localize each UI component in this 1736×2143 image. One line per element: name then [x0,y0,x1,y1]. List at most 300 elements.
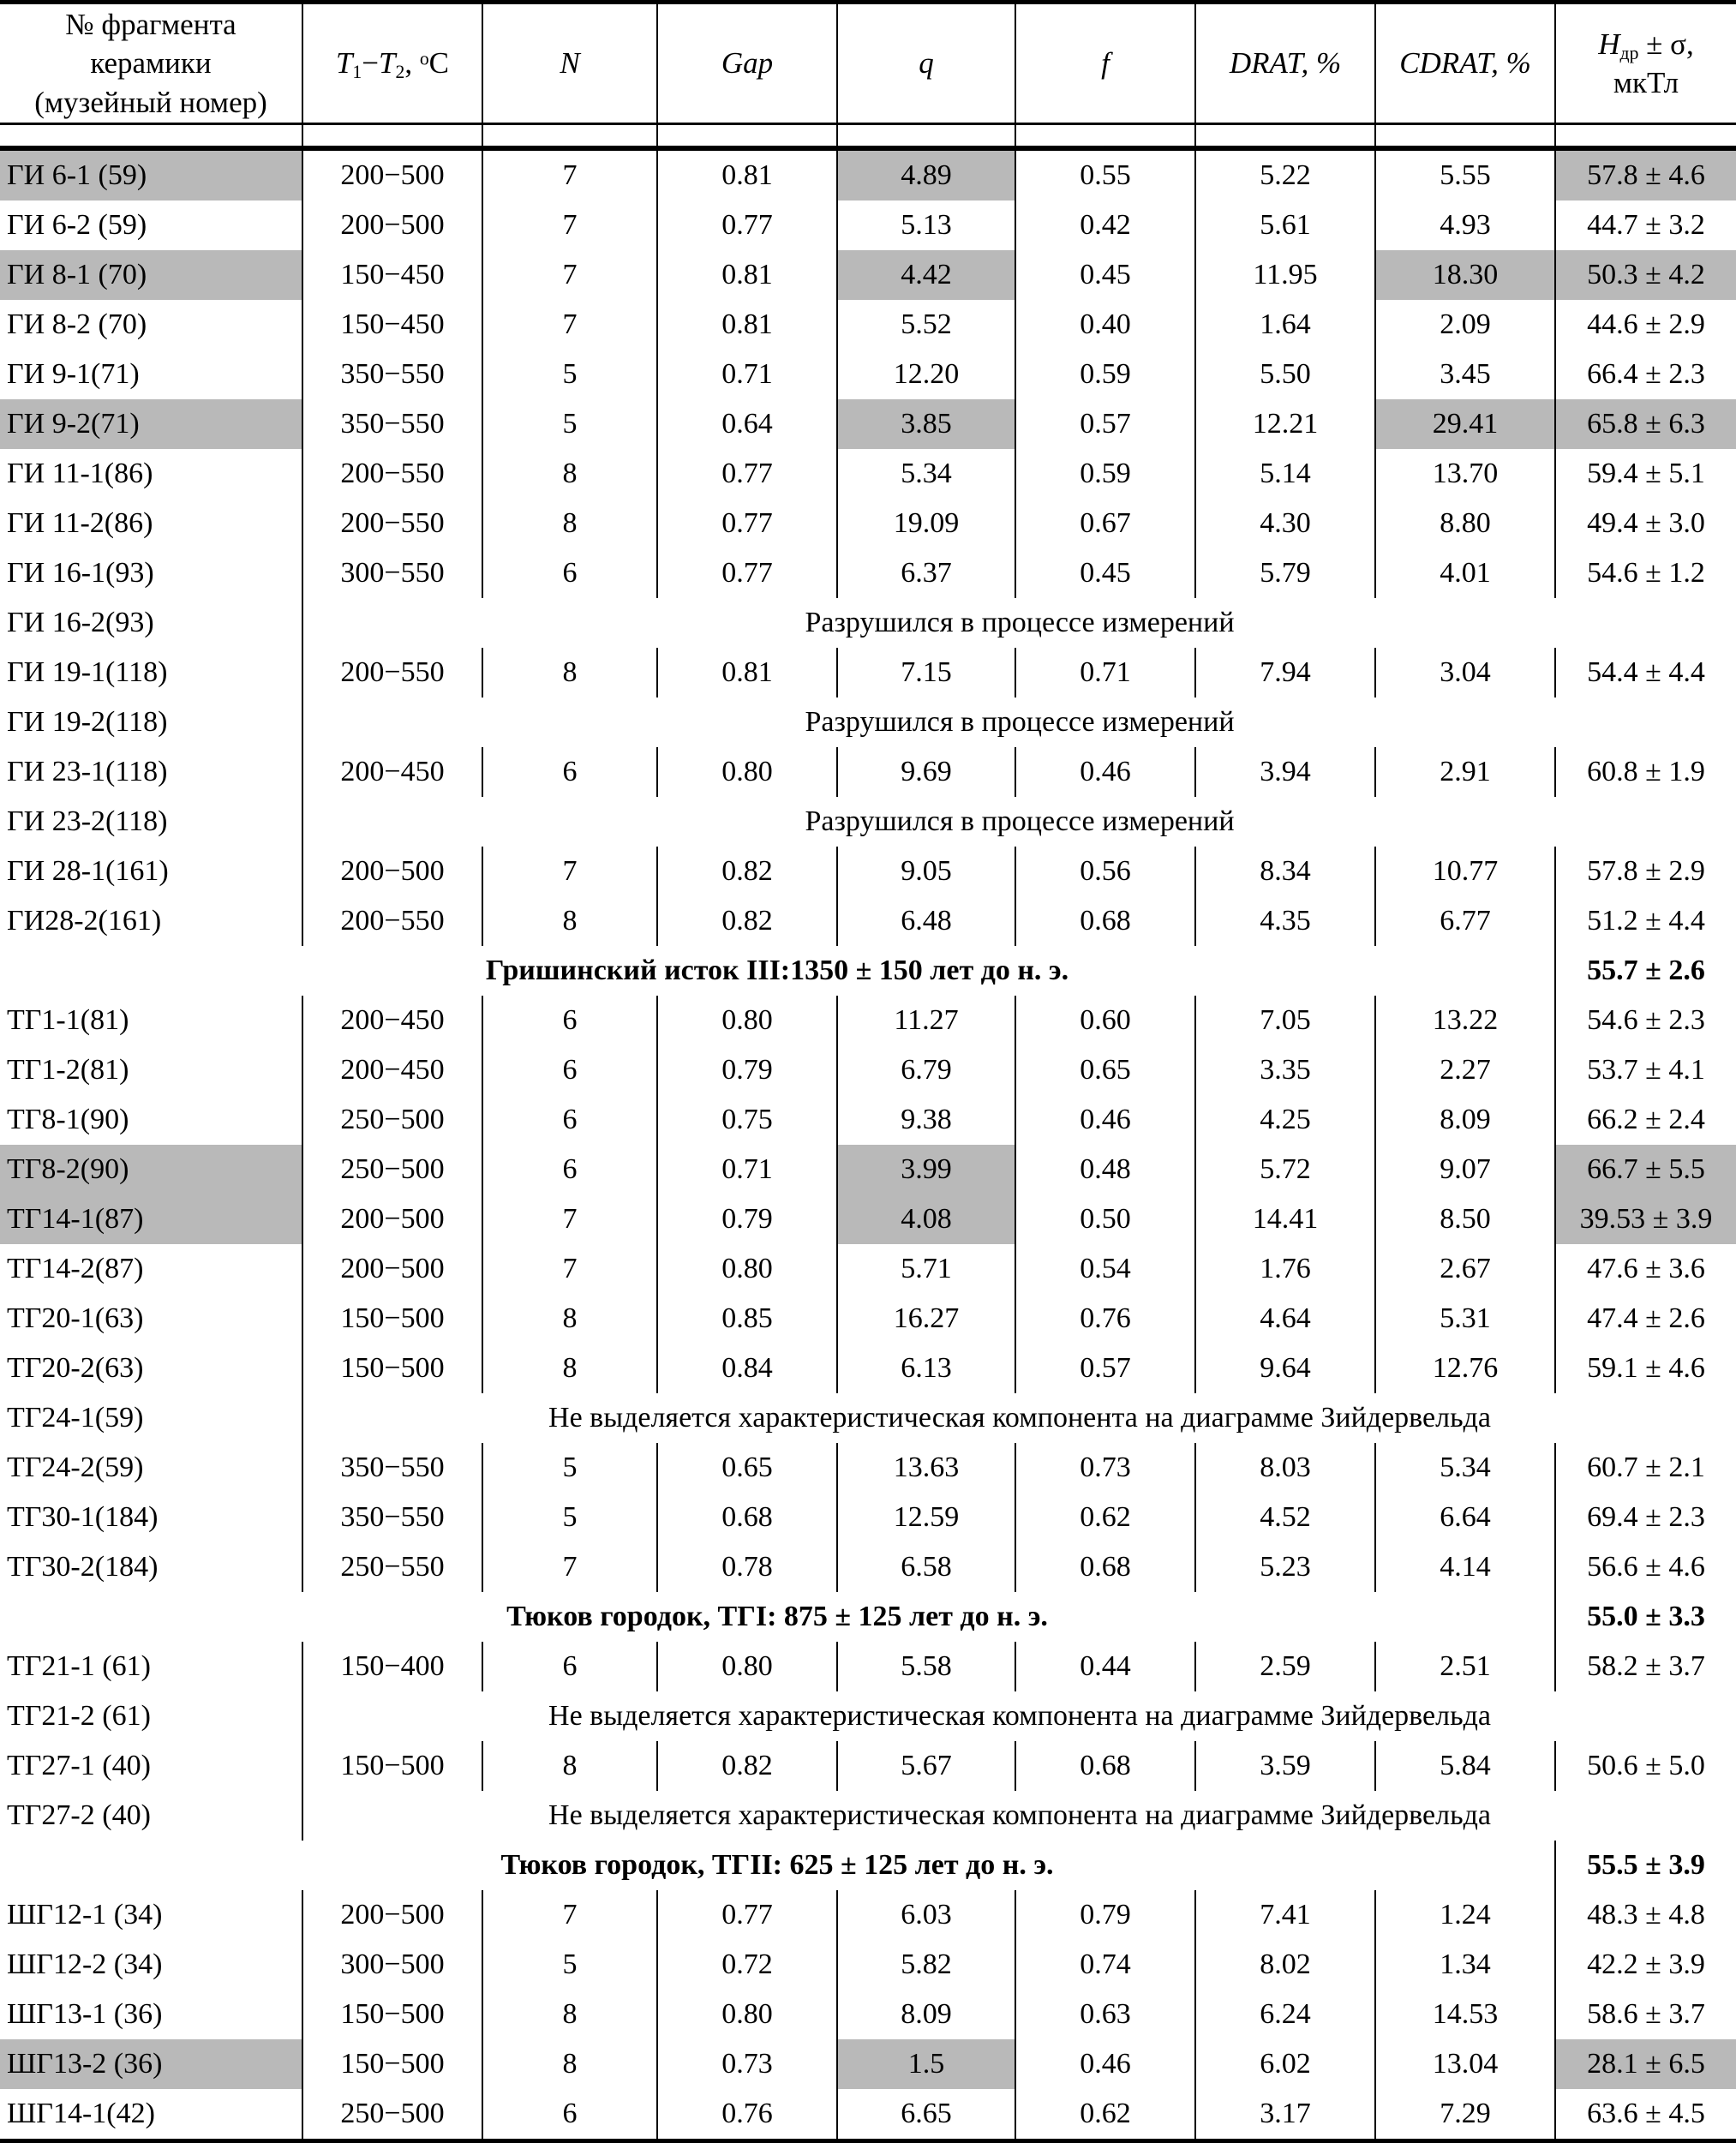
column-header-text: − [362,46,380,81]
value-cell: 2.09 [1375,300,1555,350]
value-cell: 350−550 [302,399,482,449]
header-separator-cell [482,124,657,149]
value-cell: 0.81 [657,648,837,697]
value-cell: 0.60 [1015,996,1195,1045]
value-cell: 0.76 [657,2089,837,2142]
table-row [0,2039,1736,2089]
column-header-text: 2 [395,62,405,83]
table-row [0,1642,1736,1691]
column-header-gap [657,3,837,124]
value-cell: 200−500 [302,847,482,896]
value-cell: 0.80 [657,1642,837,1691]
value-cell: 200−500 [302,201,482,250]
value-cell: 6.24 [1195,1990,1375,2039]
fragment-id-cell: ТГ27-2 (40) [7,1799,151,1831]
fragment-id-cell: ШГ13-2 (36) [0,2039,302,2089]
fragment-id-cell: ГИ 16-1(93) [7,557,154,589]
header-separator-cell [1375,124,1555,149]
value-cell: 350−550 [302,1443,482,1493]
fragment-id-cell: ТГ30-2(184) [7,1551,159,1583]
table-row [0,996,1736,1045]
value-cell: 4.30 [1195,499,1375,548]
value-cell: 12.21 [1195,399,1375,449]
value-cell: 150−500 [302,1294,482,1344]
value-cell: 18.30 [1375,250,1555,300]
value-cell: 5.84 [1375,1741,1555,1791]
header-separator-cell [0,124,302,149]
value-cell: 8 [482,1344,657,1393]
value-cell: 0.82 [657,1741,837,1791]
value-cell: 29.41 [1375,399,1555,449]
value-cell: 200−550 [302,449,482,499]
table-row [0,1791,1736,1841]
value-cell: 2.91 [1375,747,1555,797]
note-cell: Не выделяется характеристическая компонента на диаграмме Зийдервельда [302,1393,1736,1443]
table-row [0,548,1736,598]
column-header-text: C [428,46,450,81]
value-cell: 1.64 [1195,300,1375,350]
header-row [0,3,1736,124]
value-cell: 350−550 [302,350,482,399]
value-cell: 7 [482,1890,657,1940]
value-cell: 65.8 ± 6.3 [1555,399,1736,449]
fragment-id-cell: ТГ8-1(90) [7,1104,129,1135]
column-header-text: q [919,46,934,81]
value-cell: 6.65 [837,2089,1015,2142]
value-cell: 8 [482,2039,657,2089]
value-cell: 0.50 [1015,1194,1195,1244]
value-cell: 250−550 [302,1542,482,1592]
value-cell: 5.72 [1195,1145,1375,1194]
value-cell: 12.20 [837,350,1015,399]
value-cell: 28.1 ± 6.5 [1555,2039,1736,2089]
value-cell: 6 [482,548,657,598]
column-header-text: f [1101,46,1110,81]
note-cell: Не выделяется характеристическая компонента на диаграмме Зийдервельда [302,1691,1736,1741]
column-header-line: (музейный номер) [34,85,267,119]
value-cell: 6.02 [1195,2039,1375,2089]
value-cell: 5.61 [1195,201,1375,250]
value-cell: 200−450 [302,747,482,797]
value-cell: 0.79 [657,1045,837,1095]
fragment-id-cell: ГИ 16-2(93) [7,607,154,638]
table-row [0,1194,1736,1244]
value-cell: 150−500 [302,2039,482,2089]
fragment-id-cell: ГИ 23-2(118) [7,805,168,837]
table-row [0,1443,1736,1493]
table-row [0,1045,1736,1095]
value-cell: 5.58 [837,1642,1015,1691]
column-header-text: T [379,46,396,81]
fragment-id-cell: ГИ 6-2 (59) [7,209,147,241]
value-cell: 19.09 [837,499,1015,548]
value-cell: 150−400 [302,1642,482,1691]
value-cell: 8.09 [1375,1095,1555,1145]
value-cell: 0.79 [657,1194,837,1244]
value-cell: 7 [482,847,657,896]
value-cell: 150−500 [302,1741,482,1791]
value-cell: 54.4 ± 4.4 [1555,648,1736,697]
value-cell: 50.6 ± 5.0 [1555,1741,1736,1791]
table-row [0,300,1736,350]
table-row [0,1542,1736,1592]
value-cell: 12.59 [837,1493,1015,1542]
value-cell: 7 [482,201,657,250]
value-cell: 0.68 [1015,1542,1195,1592]
value-cell: 4.14 [1375,1542,1555,1592]
column-header-line: керамики [90,46,212,81]
value-cell: 0.71 [657,350,837,399]
value-cell: 0.62 [1015,2089,1195,2142]
fragment-id-cell: ГИ 19-2(118) [7,706,168,738]
group-summary-row [0,1841,1736,1890]
value-cell: 5.67 [837,1741,1015,1791]
value-cell: 7.94 [1195,648,1375,697]
column-header-text: CDRAT, % [1399,46,1531,81]
value-cell: 8 [482,1294,657,1344]
table-row [0,201,1736,250]
value-cell: 1.5 [837,2039,1015,2089]
value-cell: 13.70 [1375,449,1555,499]
fragment-id-cell: ГИ28-2(161) [7,905,162,937]
value-cell: 58.2 ± 3.7 [1555,1642,1736,1691]
fragment-id-cell: ТГ21-1 (61) [7,1650,151,1682]
value-cell: 60.8 ± 1.9 [1555,747,1736,797]
table-row [0,1691,1736,1741]
value-cell: 8 [482,449,657,499]
value-cell: 4.35 [1195,896,1375,946]
value-cell: 3.17 [1195,2089,1375,2142]
value-cell: 6.48 [837,896,1015,946]
value-cell: 7.05 [1195,996,1375,1045]
value-cell: 14.53 [1375,1990,1555,2039]
value-cell: 0.65 [1015,1045,1195,1095]
fragment-id-cell: ГИ 19-1(118) [7,656,168,688]
value-cell: 7 [482,148,657,201]
value-cell: 5 [482,1493,657,1542]
value-cell: 0.56 [1015,847,1195,896]
column-header-text: 1 [352,62,362,83]
value-cell: 7 [482,1244,657,1294]
note-cell: Разрушился в процессе измерений [302,797,1736,847]
fragment-id-cell: ТГ14-1(87) [0,1194,302,1244]
value-cell: 300−550 [302,548,482,598]
value-cell: 0.57 [1015,399,1195,449]
value-cell: 4.25 [1195,1095,1375,1145]
value-cell: 200−500 [302,148,482,201]
value-cell: 250−500 [302,2089,482,2142]
header-separator-row [0,124,1736,149]
value-cell: 0.73 [657,2039,837,2089]
value-cell: 5.52 [837,300,1015,350]
value-cell: 350−550 [302,1493,482,1542]
value-cell: 6 [482,1045,657,1095]
header-separator-cell [1015,124,1195,149]
note-cell: Разрушился в процессе измерений [302,697,1736,747]
value-cell: 5.23 [1195,1542,1375,1592]
value-cell: 3.45 [1375,350,1555,399]
table-row [0,250,1736,300]
value-cell: 50.3 ± 4.2 [1555,250,1736,300]
value-cell: 4.93 [1375,201,1555,250]
value-cell: 5.55 [1375,148,1555,201]
value-cell: 5 [482,350,657,399]
value-cell: 6 [482,747,657,797]
table-row [0,1990,1736,2039]
value-cell: 9.38 [837,1095,1015,1145]
value-cell: 63.6 ± 4.5 [1555,2089,1736,2142]
value-cell: 5.71 [837,1244,1015,1294]
value-cell: 53.7 ± 4.1 [1555,1045,1736,1095]
value-cell: 0.80 [657,996,837,1045]
value-cell: 56.6 ± 4.6 [1555,1542,1736,1592]
value-cell: 0.76 [1015,1294,1195,1344]
value-cell: 6.13 [837,1344,1015,1393]
fragment-id-cell: ГИ 23-1(118) [7,756,168,787]
value-cell: 13.04 [1375,2039,1555,2089]
value-cell: 250−500 [302,1095,482,1145]
value-cell: 0.71 [657,1145,837,1194]
fragment-id-cell: ГИ 6-1 (59) [0,148,302,201]
value-cell: 66.4 ± 2.3 [1555,350,1736,399]
value-cell: 2.67 [1375,1244,1555,1294]
column-header-drat [1195,3,1375,124]
table-row [0,747,1736,797]
value-cell: 0.42 [1015,201,1195,250]
value-cell: 3.59 [1195,1741,1375,1791]
value-cell: 6 [482,1095,657,1145]
value-cell: 5 [482,1443,657,1493]
value-cell: 8.34 [1195,847,1375,896]
value-cell: 200−450 [302,996,482,1045]
column-header-h-dr [1555,3,1736,124]
note-cell: Не выделяется характеристическая компонента на диаграмме Зийдервельда [302,1791,1736,1841]
value-cell: 6 [482,996,657,1045]
value-cell: 200−500 [302,1244,482,1294]
value-cell: 150−500 [302,1990,482,2039]
value-cell: 150−500 [302,1344,482,1393]
value-cell: 0.46 [1015,2039,1195,2089]
note-cell: Разрушился в процессе измерений [302,598,1736,648]
value-cell: 0.85 [657,1294,837,1344]
value-cell: 54.6 ± 2.3 [1555,996,1736,1045]
value-cell: 8 [482,648,657,697]
value-cell: 39.53 ± 3.9 [1555,1194,1736,1244]
table-row [0,896,1736,946]
value-cell: 66.2 ± 2.4 [1555,1095,1736,1145]
value-cell: 0.46 [1015,747,1195,797]
column-header-n [482,3,657,124]
value-cell: 10.77 [1375,847,1555,896]
value-cell: 0.62 [1015,1493,1195,1542]
value-cell: 0.81 [657,250,837,300]
value-cell: 2.27 [1375,1045,1555,1095]
value-cell: 59.1 ± 4.6 [1555,1344,1736,1393]
value-cell: 9.64 [1195,1344,1375,1393]
value-cell: 0.77 [657,449,837,499]
value-cell: 66.7 ± 5.5 [1555,1145,1736,1194]
value-cell: 7 [482,300,657,350]
value-cell: 0.80 [657,747,837,797]
value-cell: 0.75 [657,1095,837,1145]
value-cell: 6.79 [837,1045,1015,1095]
table-row [0,598,1736,648]
column-header-text: , [404,46,420,81]
table-row [0,1393,1736,1443]
value-cell: 13.63 [837,1443,1015,1493]
value-cell: 200−500 [302,1194,482,1244]
value-cell: 5.34 [1375,1443,1555,1493]
value-cell: 57.8 ± 4.6 [1555,148,1736,201]
value-cell: 5.14 [1195,449,1375,499]
value-cell: 6.77 [1375,896,1555,946]
fragment-id-cell: ТГ20-2(63) [7,1352,144,1384]
value-cell: 0.65 [657,1443,837,1493]
table-row [0,797,1736,847]
value-cell: 9.69 [837,747,1015,797]
group-summary-row [0,1592,1736,1642]
value-cell: 6.58 [837,1542,1015,1592]
value-cell: 69.4 ± 2.3 [1555,1493,1736,1542]
value-cell: 47.4 ± 2.6 [1555,1294,1736,1344]
value-cell: 0.68 [1015,1741,1195,1791]
value-cell: 0.46 [1015,1095,1195,1145]
value-cell: 0.59 [1015,449,1195,499]
value-cell: 4.01 [1375,548,1555,598]
value-cell: 0.78 [657,1542,837,1592]
value-cell: 0.63 [1015,1990,1195,2039]
value-cell: 13.22 [1375,996,1555,1045]
group-summary-row [0,946,1736,996]
column-header-text: мкТл [1613,66,1679,99]
value-cell: 200−550 [302,648,482,697]
fragment-id-cell: ШГ14-1(42) [7,2098,155,2129]
value-cell: 6.37 [837,548,1015,598]
summary-intensity-cell: 55.7 ± 2.6 [1555,946,1736,996]
value-cell: 1.34 [1375,1940,1555,1990]
fragment-id-cell: ТГ21-2 (61) [7,1700,151,1732]
table-row [0,1145,1736,1194]
column-header-text: DRAT, % [1229,46,1342,81]
value-cell: 4.42 [837,250,1015,300]
fragment-id-cell: ГИ 9-1(71) [7,358,140,390]
value-cell: 11.95 [1195,250,1375,300]
fragment-id-cell: ШГ13-1 (36) [7,1998,163,2030]
column-header-text: o [419,48,429,69]
value-cell: 1.76 [1195,1244,1375,1294]
header-separator-cell [1195,124,1375,149]
value-cell: 0.82 [657,847,837,896]
value-cell: 150−450 [302,250,482,300]
value-cell: 0.57 [1015,1344,1195,1393]
value-cell: 8 [482,1990,657,2039]
table-row [0,1741,1736,1791]
header-separator-cell [1555,124,1736,149]
value-cell: 60.7 ± 2.1 [1555,1443,1736,1493]
value-cell: 6.03 [837,1890,1015,1940]
table-row [0,847,1736,896]
value-cell: 200−450 [302,1045,482,1095]
value-cell: 8.09 [837,1990,1015,2039]
table-row [0,1095,1736,1145]
table-row [0,1890,1736,1940]
table-row [0,148,1736,201]
value-cell: 7 [482,250,657,300]
table-row [0,2089,1736,2142]
value-cell: 0.68 [1015,896,1195,946]
value-cell: 44.7 ± 3.2 [1555,201,1736,250]
value-cell: 0.82 [657,896,837,946]
value-cell: 0.72 [657,1940,837,1990]
column-header-temp-range [302,3,482,124]
value-cell: 0.67 [1015,499,1195,548]
value-cell: 5.34 [837,449,1015,499]
value-cell: 5 [482,1940,657,1990]
value-cell: 5.31 [1375,1294,1555,1344]
value-cell: 4.64 [1195,1294,1375,1344]
value-cell: 5.13 [837,201,1015,250]
value-cell: 0.77 [657,1890,837,1940]
fragment-id-cell: ТГ8-2(90) [0,1145,302,1194]
value-cell: 7.41 [1195,1890,1375,1940]
value-cell: 0.59 [1015,350,1195,399]
value-cell: 4.89 [837,148,1015,201]
table-body [0,148,1736,2142]
table-row [0,399,1736,449]
value-cell: 250−500 [302,1145,482,1194]
fragment-id-cell: ШГ12-2 (34) [7,1948,163,1980]
value-cell: 150−450 [302,300,482,350]
value-cell: 16.27 [837,1294,1015,1344]
value-cell: 8.80 [1375,499,1555,548]
fragment-id-cell: ГИ 11-1(86) [7,458,153,489]
table-row [0,648,1736,697]
value-cell: 49.4 ± 3.0 [1555,499,1736,548]
fragment-id-cell: ТГ1-2(81) [7,1054,129,1086]
summary-intensity-cell: 55.5 ± 3.9 [1555,1841,1736,1890]
fragment-id-cell: ГИ 11-2(86) [7,507,153,539]
value-cell: 0.40 [1015,300,1195,350]
value-cell: 4.08 [837,1194,1015,1244]
value-cell: 5.50 [1195,350,1375,399]
value-cell: 0.80 [657,1990,837,2039]
fragment-id-cell: ТГ24-2(59) [7,1452,144,1483]
column-header-line: № фрагмента [65,7,236,41]
value-cell: 7.29 [1375,2089,1555,2142]
value-cell: 4.52 [1195,1493,1375,1542]
column-header-text: T [335,46,353,81]
group-summary-cell: Тюков городок, ТГI: 875 ± 125 лет до н. э. [506,1601,1048,1632]
value-cell: 6 [482,2089,657,2142]
fragment-id-cell: ГИ 8-1 (70) [0,250,302,300]
value-cell: 0.81 [657,300,837,350]
table-header [0,3,1736,149]
table-row [0,1940,1736,1990]
value-cell: 0.81 [657,148,837,201]
table-row [0,1244,1736,1294]
column-header-text: H [1598,27,1620,61]
value-cell: 59.4 ± 5.1 [1555,449,1736,499]
column-header-fragment [0,3,302,124]
value-cell: 5 [482,399,657,449]
value-cell: 54.6 ± 1.2 [1555,548,1736,598]
value-cell: 0.74 [1015,1940,1195,1990]
value-cell: 11.27 [837,996,1015,1045]
value-cell: 3.85 [837,399,1015,449]
value-cell: 47.6 ± 3.6 [1555,1244,1736,1294]
table-row [0,1294,1736,1344]
value-cell: 0.77 [657,201,837,250]
